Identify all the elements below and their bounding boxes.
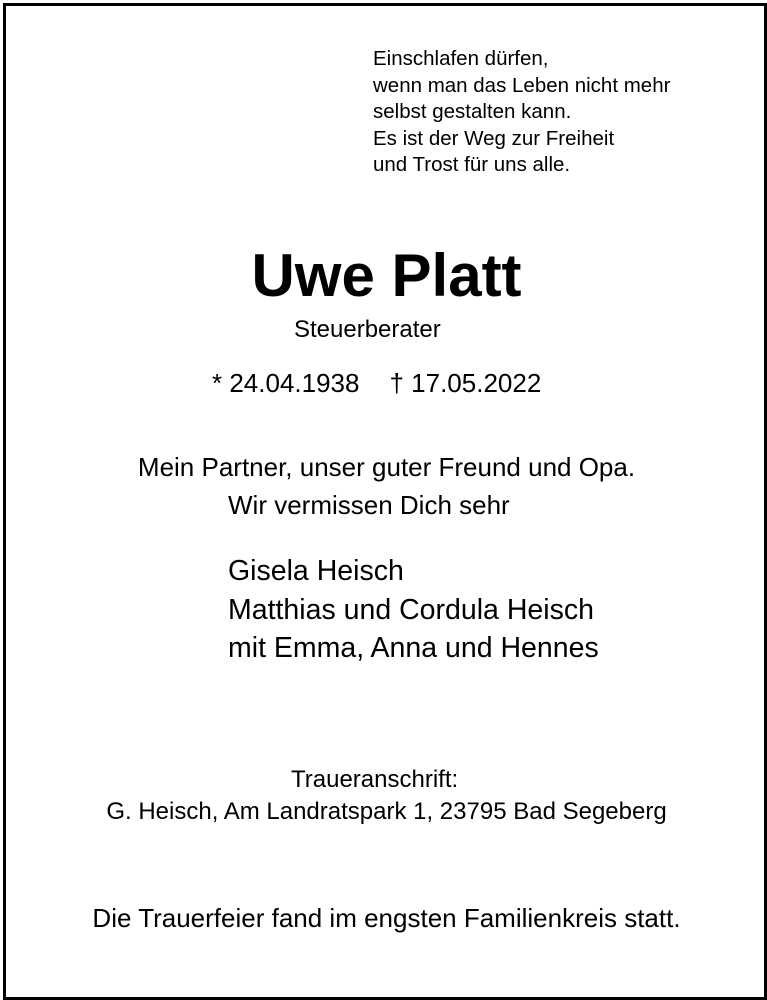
death-date: † 17.05.2022 bbox=[389, 368, 542, 398]
mourner: Gisela Heisch bbox=[228, 555, 404, 587]
mourner: Matthias und Cordula Heisch bbox=[228, 593, 594, 626]
address-label: Traueranschrift: bbox=[291, 766, 459, 793]
mourner: mit Emma, Anna und Hennes bbox=[228, 632, 599, 664]
poem-line: Es ist der Weg zur Freiheit bbox=[373, 126, 615, 150]
mourners-list bbox=[228, 552, 599, 668]
message-line-2: Wir vermissen Dich sehr bbox=[228, 490, 510, 520]
message-line-1: Mein Partner, unser guter Freund und Opa. bbox=[137, 452, 636, 482]
poem-line: Einschlafen dürfen, bbox=[373, 47, 549, 70]
deceased-profession: Steuerberater bbox=[294, 316, 441, 343]
poem bbox=[373, 46, 670, 179]
obituary-frame bbox=[3, 3, 767, 1000]
poem-line: und Trost für uns alle. bbox=[373, 153, 571, 176]
address-text: G. Heisch, Am Landratspark 1, 23795 Bad Segeberg bbox=[106, 798, 667, 825]
birth-date: * 24.04.1938 bbox=[212, 368, 360, 398]
poem-line: selbst gestalten kann. bbox=[373, 100, 572, 123]
deceased-name: Uwe Platt bbox=[251, 242, 522, 309]
poem-line: wenn man das Leben nicht mehr bbox=[373, 73, 671, 97]
service-note: Die Trauerfeier fand im engsten Familienkreis statt. bbox=[92, 903, 681, 933]
life-dates bbox=[212, 368, 541, 399]
